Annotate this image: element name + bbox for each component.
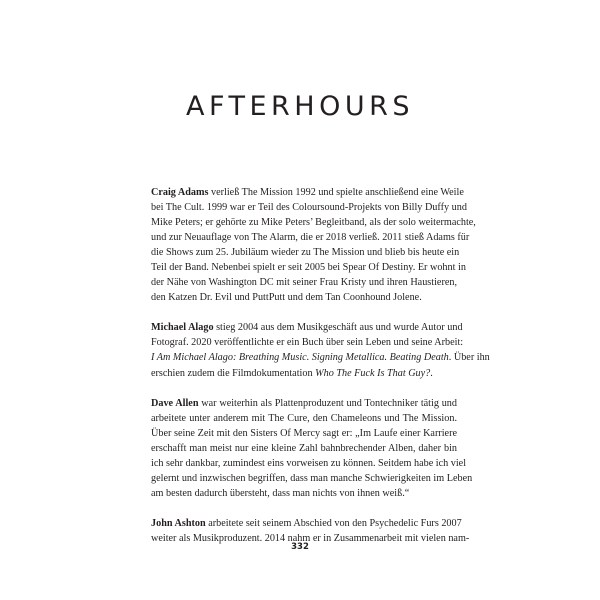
text-fragment: arbeitete unter anderem mit The Cure, den Chameleons und The Mission.: [151, 412, 457, 424]
text-line: [151, 185, 464, 200]
person-name: Craig Adams: [151, 187, 209, 198]
text-fragment: und zur Neuauflage von The Alarm, die er 2018 verließ. 2011 stieß Adams für: [151, 232, 470, 244]
text-fragment: den Katzen Dr. Evil und PuttPutt und dem Tan Coonhound Jolene.: [151, 292, 422, 304]
person-name: Dave Allen: [151, 397, 199, 409]
text-line: [151, 411, 457, 426]
text-line: [151, 396, 457, 411]
person-name: John Ashton: [151, 517, 206, 529]
text-fragment: der Nähe von Washington DC mit seiner Frau Kristy und ihren Haustieren,: [151, 277, 457, 289]
text-line: [151, 366, 457, 381]
text-line: [151, 456, 467, 471]
text-fragment: war weiterhin als Plattenproduzent und Tontechniker tätig und: [198, 397, 457, 409]
text-fragment: weiter als Musikproduzent. 2014 nahm er in Zusammenarbeit mit vielen nam-: [151, 532, 470, 544]
text-line: [151, 516, 462, 531]
text-fragment: bei The Cult. 1999 war er Teil des Coloursound-Projekts von Billy Duffy und: [151, 202, 467, 214]
italic-title: I Am Michael Alago: Breathing Music. Signing Metallica. Beating Death: [151, 352, 449, 364]
bio-paragraph: [151, 396, 473, 501]
text-fragment: Teil der Band. Nebenbei spielt er seit 2005 bei Spear Of Destiny. Er wohnt in: [151, 262, 466, 274]
text-line: [151, 290, 457, 305]
chapter-title: AFTERHOURS: [185, 91, 415, 122]
text-line: [151, 350, 490, 365]
text-line: [151, 320, 463, 335]
text-fragment: ich sehr dankbar, zumindest eins vorweisen zu können. Seitdem habe ich viel: [151, 457, 467, 469]
text-line: [151, 215, 476, 230]
body-text: [151, 185, 490, 561]
text-fragment: Fotograf. 2020 veröffentlichte er ein Buch über sein Leben und seine Arbeit:: [151, 337, 464, 349]
text-line: [151, 245, 460, 260]
bio-paragraph: [151, 185, 476, 305]
bio-paragraph: [151, 320, 490, 380]
italic-title: Who The Fuck Is That Guy?: [315, 367, 431, 379]
person-name: Michael Alago: [151, 322, 214, 334]
text-fragment: arbeitete seit seinem Abschied von den Psychedelic Furs 2007: [205, 517, 462, 529]
text-fragment: am besten dadurch übersteht, dass man nichts von ihnen weiß.“: [151, 487, 410, 499]
text-line: [151, 230, 470, 245]
text-fragment: verließ The Mission 1992 und spielte anschließend eine Weile: [208, 187, 464, 198]
text-fragment: erschafft man meist nur eine kleine Zahl bahnbrechender Alben, daher bin: [151, 442, 457, 454]
text-line: [151, 471, 473, 486]
text-line: [151, 486, 457, 501]
text-fragment: Über seine Zeit mit den Sisters Of Mercy sagt er: „Im Laufe einer Karriere: [151, 427, 457, 439]
text-line: [151, 275, 457, 290]
text-fragment: .: [430, 367, 433, 379]
text-line: [151, 200, 467, 215]
text-line: [151, 335, 464, 350]
text-line: [151, 260, 466, 275]
text-fragment: Mike Peters; er gehörte zu Mike Peters’ Begleitband, als der solo weitermachte,: [151, 217, 476, 229]
text-line: [151, 441, 457, 456]
text-fragment: erschien zudem die Filmdokumentation: [151, 367, 316, 379]
text-line: [151, 426, 457, 441]
text-fragment: . Über ihn: [448, 352, 490, 364]
text-fragment: stieg 2004 aus dem Musikgeschäft aus und wurde Autor und: [213, 322, 463, 334]
text-fragment: gelernt und inzwischen begriffen, dass man manche Schwierigkeiten im Leben: [151, 472, 473, 484]
text-fragment: die Shows zum 25. Jubiläum wieder zu The Mission und blieb bis heute ein: [151, 247, 460, 259]
page-number: 332: [291, 542, 309, 552]
